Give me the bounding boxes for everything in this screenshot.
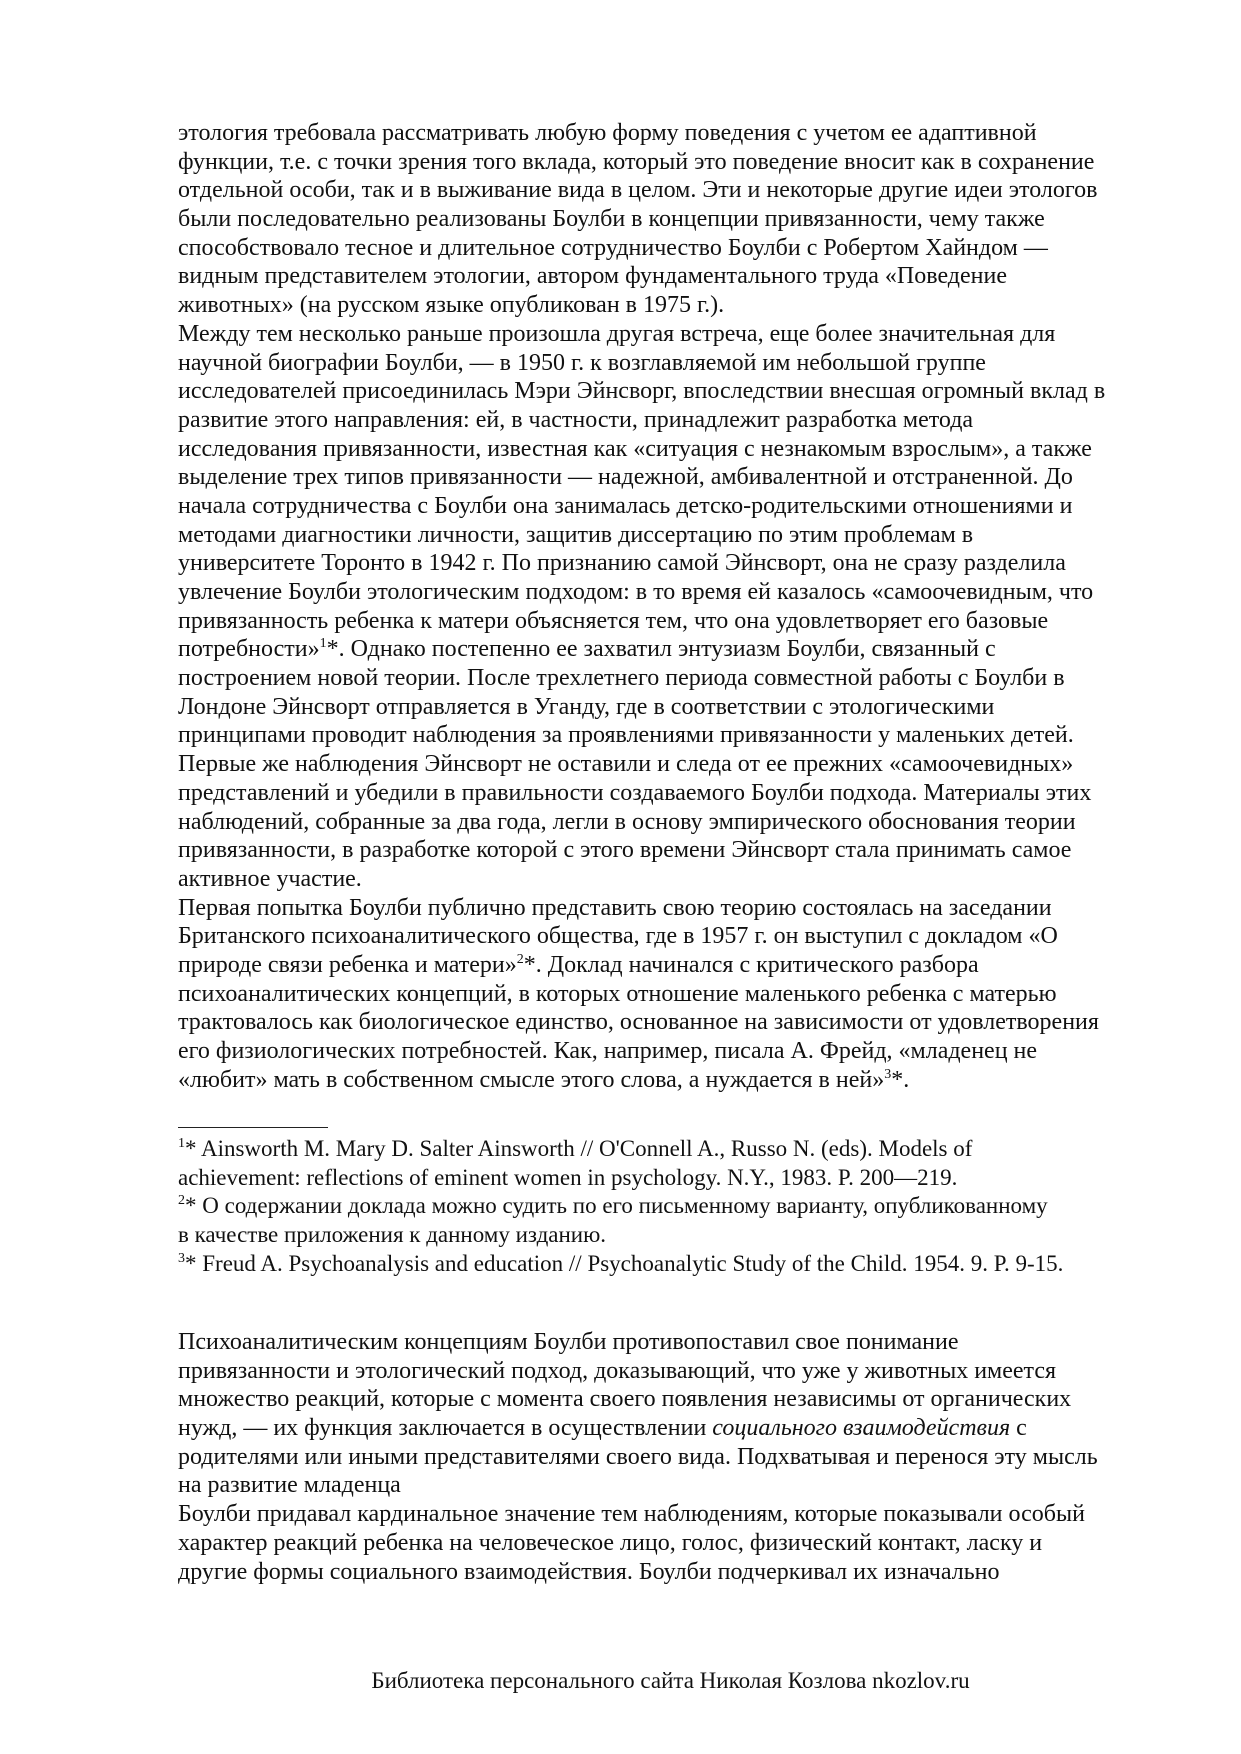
text-run: * Freud A. Psychoanalysis and education // Psychoanalytic Study of the Child. 1954. 9. P. 9-15. bbox=[185, 1250, 1064, 1276]
text-run: психоаналитических концепций, в которых отношение маленького ребенка с матерью bbox=[178, 980, 1057, 1007]
text-line bbox=[178, 463, 1178, 492]
footnote-marker: 2 bbox=[178, 1193, 185, 1209]
footnote-marker: 2 bbox=[516, 951, 524, 967]
text-run: были последовательно реализованы Боулби в концепции привязанности, чему также bbox=[178, 206, 1045, 233]
text-line bbox=[178, 492, 1178, 521]
text-line bbox=[178, 922, 1178, 951]
text-run: природе связи ребенка и матери» bbox=[178, 951, 517, 978]
text-run: другие формы социального взаимодействия. Боулби подчеркивал их изначально bbox=[178, 1558, 1000, 1585]
text-run: увлечение Боулби этологическим подходом: в то время ей казалось «самоочевидным, что bbox=[178, 579, 1094, 605]
text-run: привязанности, в разработке которой с этого времени Эйнсворт стала принимать самое bbox=[178, 837, 1072, 864]
text-line bbox=[178, 521, 1178, 550]
footnote-marker: 3 bbox=[884, 1066, 892, 1082]
text-run: в качестве приложения к данному изданию. bbox=[178, 1222, 607, 1248]
text-run: Лондоне Эйнсворт отправляется в Уганду, где в соответствии с этологическими bbox=[178, 693, 995, 720]
text-run: Психоаналитическим концепциям Боулби противопоставил свое понимание bbox=[178, 1329, 959, 1355]
continued-text-block bbox=[178, 1328, 1178, 1586]
text-line bbox=[178, 836, 1178, 865]
text-line bbox=[178, 234, 1178, 263]
text-line bbox=[178, 549, 1178, 578]
text-line bbox=[178, 1558, 1178, 1587]
text-run: университете Торонто в 1942 г. По признанию самой Эйнсворт, она не сразу разделила bbox=[178, 550, 1066, 577]
text-run: отдельной особи, так и в выживание вида в целом. Эти и некоторые другие идеи этологов bbox=[178, 177, 1098, 204]
text-run: родителями или иными представителями своего вида. Подхватывая и перенося эту мысль bbox=[178, 1443, 1098, 1470]
text-run: представлений и убедили в правильности создаваемого Боулби подхода. Материалы этих bbox=[178, 779, 1092, 806]
text-run: на развитие младенца bbox=[178, 1472, 401, 1499]
text-line bbox=[178, 693, 1178, 722]
text-line bbox=[178, 435, 1178, 464]
text-run: множество реакций, которые с момента своего появления независимы от органических bbox=[178, 1386, 1072, 1413]
text-line bbox=[178, 349, 1178, 378]
text-line bbox=[178, 406, 1178, 435]
footnotes bbox=[178, 1135, 1178, 1278]
text-run: принципами проводит наблюдения за проявлениями привязанности у маленьких детей. bbox=[178, 722, 1074, 749]
text-line bbox=[178, 1529, 1178, 1558]
text-line bbox=[178, 721, 1178, 750]
text-line bbox=[178, 291, 1178, 320]
text-run: активное участие. bbox=[178, 865, 362, 892]
text-line bbox=[178, 119, 1178, 148]
text-line bbox=[178, 1357, 1178, 1386]
footnote-line bbox=[178, 1164, 1178, 1193]
text-run: построением новой теории. После трехлетнего периода совместной работы с Боулби в bbox=[178, 665, 1065, 692]
text-line bbox=[178, 578, 1178, 607]
text-run: видным представителем этологии, автором фундаментального труда «Поведение bbox=[178, 263, 1007, 290]
text-run: *. bbox=[891, 1066, 910, 1093]
footnote-line bbox=[178, 1250, 1178, 1279]
text-line bbox=[178, 1066, 1178, 1095]
text-line bbox=[178, 865, 1178, 894]
text-line bbox=[178, 205, 1178, 234]
text-line bbox=[178, 1328, 1178, 1357]
text-line bbox=[178, 1037, 1178, 1066]
text-run: функции, т.е. с точки зрения того вклада, который это поведение вносит как в сохранение bbox=[178, 148, 1095, 175]
text-line bbox=[178, 750, 1178, 779]
text-line bbox=[178, 1500, 1178, 1529]
footnote-separator bbox=[178, 1127, 328, 1128]
italic-text: социального взаимодействия bbox=[712, 1415, 1011, 1442]
text-line bbox=[178, 664, 1178, 693]
text-line bbox=[178, 635, 1178, 664]
text-run: исследования привязанности, известная как «ситуация с незнакомым взрослым», а также bbox=[178, 435, 1092, 462]
text-run: способствовало тесное и длительное сотрудничество Боулби с Робертом Хайндом — bbox=[178, 234, 1048, 261]
text-run: животных» (на русском языке опубликован в 1975 г.). bbox=[178, 292, 725, 319]
text-run: achievement: reflections of eminent women in psychology. N.Y., 1983. P. 200—219. bbox=[178, 1164, 958, 1190]
text-line bbox=[178, 980, 1178, 1009]
text-run: Первая попытка Боулби публично представить свою теорию состоялась на заседании bbox=[178, 894, 1052, 921]
main-text-block bbox=[178, 119, 1178, 1094]
text-run: Между тем несколько раньше произошла другая встреча, еще более значительная для bbox=[178, 320, 1056, 347]
footnote-marker: 3 bbox=[178, 1250, 185, 1266]
text-run: *. Доклад начинался с критического разбора bbox=[523, 951, 979, 978]
text-line bbox=[178, 1008, 1178, 1037]
text-run: с bbox=[1010, 1415, 1027, 1442]
text-line bbox=[178, 320, 1178, 349]
text-run: * Ainsworth M. Mary D. Salter Ainsworth // O'Connell A., Russo N. (eds). Models of bbox=[185, 1136, 973, 1161]
text-run: начала сотрудничества с Боулби она занималась детско-родительскими отношениями и bbox=[178, 492, 1073, 519]
text-line bbox=[178, 1471, 1178, 1500]
text-run: развитие этого направления: ей, в частности, принадлежит разработка метода bbox=[178, 406, 974, 433]
text-run: привязанности и этологический подход, доказывающий, что уже у животных имеется bbox=[178, 1357, 1057, 1384]
text-run: * О содержании доклада можно судить по его письменному варианту, опубликованному bbox=[185, 1193, 1048, 1219]
text-run: нужд, — их функция заключается в осуществлении bbox=[178, 1415, 713, 1442]
text-run: методами диагностики личности, защитив диссертацию по этим проблемам в bbox=[178, 521, 974, 548]
text-run: Боулби придавал кардинальное значение тем наблюдениям, которые показывали особый bbox=[178, 1501, 1085, 1528]
text-run: его физиологических потребностей. Как, например, писала А. Фрейд, «младенец не bbox=[178, 1038, 1038, 1064]
text-line bbox=[178, 894, 1178, 923]
text-run: научной биографии Боулби, — в 1950 г. к возглавляемой им небольшой группе bbox=[178, 349, 986, 376]
text-line bbox=[178, 1443, 1178, 1472]
text-line bbox=[178, 779, 1178, 808]
footnote-line bbox=[178, 1192, 1178, 1221]
footnote-marker: 1 bbox=[178, 1136, 185, 1151]
text-run: «любит» мать в собственном смысле этого слова, а нуждается в ней» bbox=[178, 1066, 885, 1093]
page-footer: Библиотека персонального сайта Николая Козлова nkozlov.ru bbox=[371, 1668, 970, 1693]
footnote-line bbox=[178, 1221, 1178, 1250]
text-line bbox=[178, 951, 1178, 980]
text-line bbox=[178, 808, 1178, 837]
text-line bbox=[178, 262, 1178, 291]
text-run: трактовалось как биологическое единство, основанное на зависимости от удовлетворения bbox=[178, 1009, 1099, 1036]
text-run: Первые же наблюдения Эйнсворт не оставили и следа от ее прежних «самоочевидных» bbox=[178, 751, 1074, 778]
text-line bbox=[178, 607, 1178, 636]
footnote-marker: 1 bbox=[319, 636, 327, 652]
text-run: исследователей присоединилась Мэри Эйнсворг, впоследствии внесшая огромный вклад в bbox=[178, 378, 1106, 405]
text-line bbox=[178, 1414, 1178, 1443]
text-run: *. Однако постепенно ее захватил энтузиазм Боулби, связанный с bbox=[326, 636, 996, 663]
text-run: выделение трех типов привязанности — надежной, амбивалентной и отстраненной. До bbox=[178, 464, 1073, 491]
footnote-line bbox=[178, 1135, 1178, 1164]
text-run: наблюдений, собранные за два года, легли в основу эмпирического обоснования теории bbox=[178, 808, 1076, 835]
text-line bbox=[178, 148, 1178, 177]
text-run: Британского психоаналитического общества, где в 1957 г. он выступил с докладом «О bbox=[178, 923, 1058, 950]
text-line bbox=[178, 176, 1178, 205]
text-line bbox=[178, 377, 1178, 406]
text-run: характер реакций ребенка на человеческое лицо, голос, физический контакт, ласку и bbox=[178, 1529, 1043, 1556]
text-run: потребности» bbox=[178, 636, 320, 663]
text-run: привязанность ребенка к матери объясняется тем, что она удовлетворяет его базовые bbox=[178, 607, 1049, 634]
text-run: этология требовала рассматривать любую форму поведения с учетом ее адаптивной bbox=[178, 120, 1037, 146]
text-line bbox=[178, 1385, 1178, 1414]
